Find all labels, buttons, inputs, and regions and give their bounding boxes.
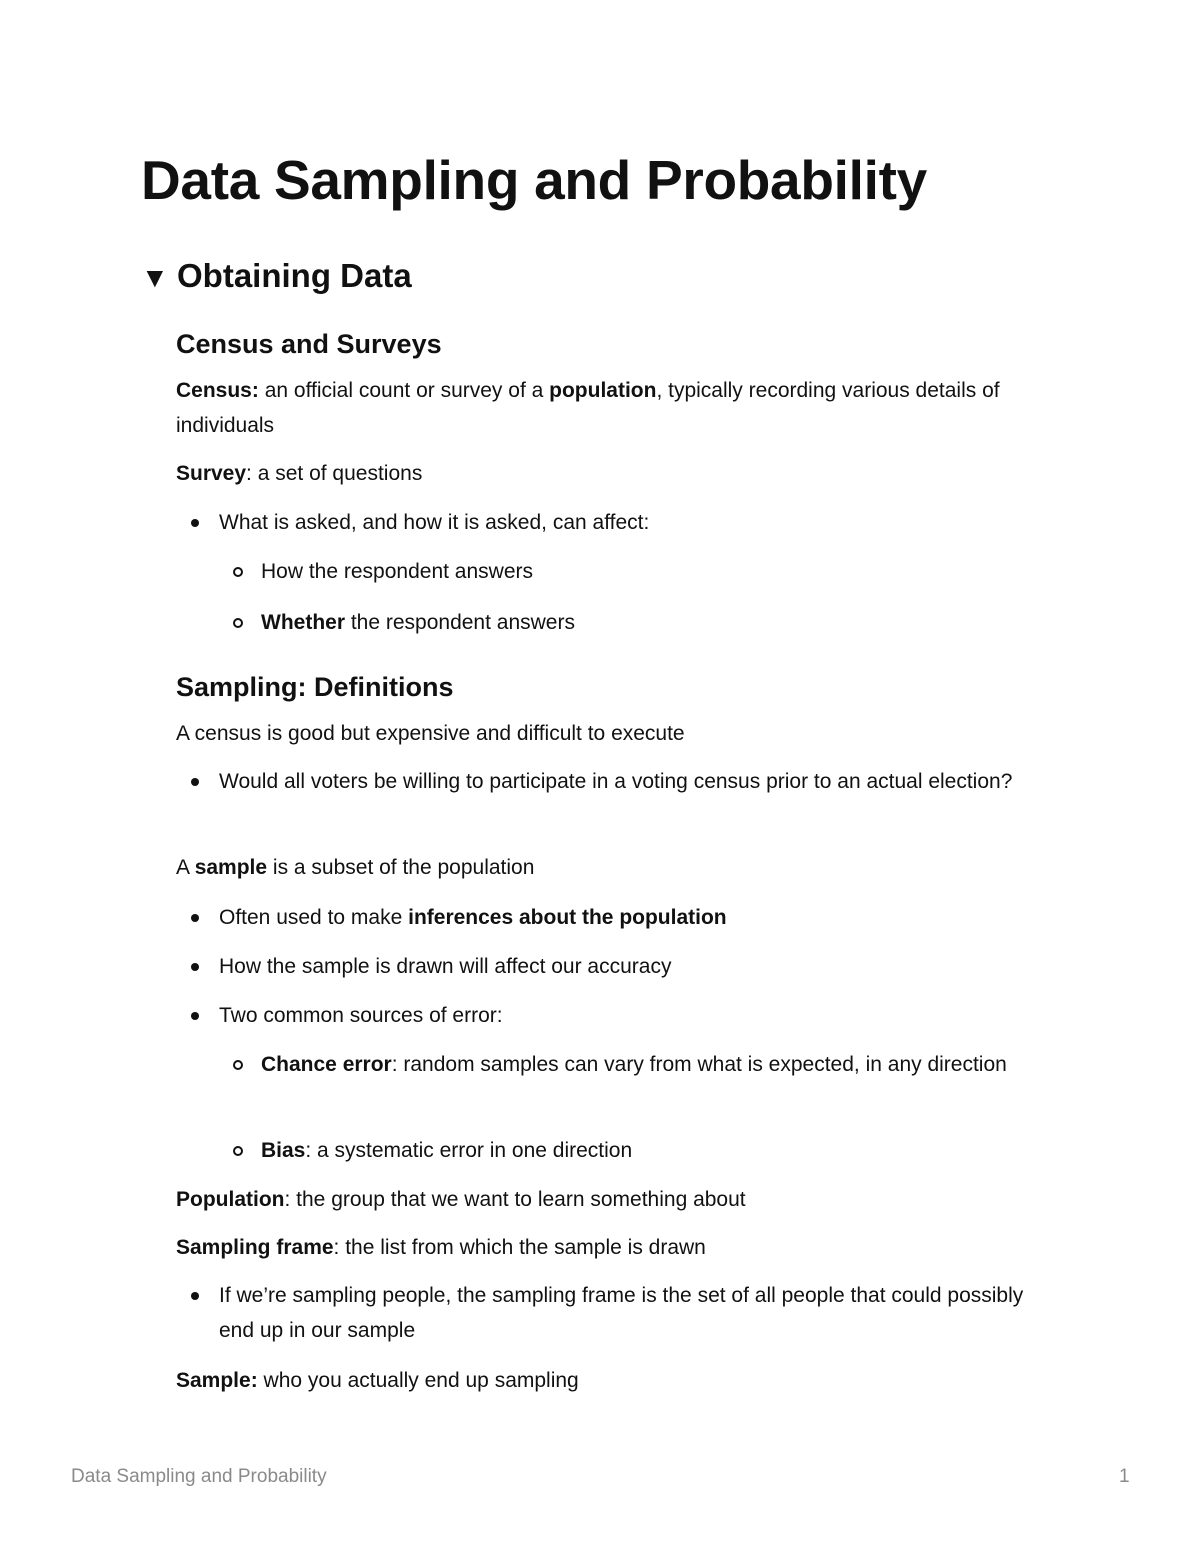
bullet-icon <box>191 963 199 971</box>
list-item <box>261 1133 1041 1168</box>
list-item <box>219 505 1039 540</box>
paragraph-text: A <box>176 856 195 879</box>
list-item <box>219 900 1039 935</box>
heading-sampling-definitions: Sampling: Definitions <box>176 672 454 702</box>
list-item-bold: Chance error <box>261 1053 392 1076</box>
bullet-icon <box>191 1292 199 1300</box>
hollow-bullet-icon <box>233 1146 243 1156</box>
list-item-text: How the sample is drawn will affect our accuracy <box>219 955 672 978</box>
bullet-icon <box>191 519 199 527</box>
survey-term: Survey <box>176 462 247 485</box>
population-definition <box>176 1182 1036 1217</box>
bullet-icon <box>191 914 199 922</box>
list-item-text: If we’re sampling people, the sampling frame is the set of all people that could possibly end up in our sample <box>219 1284 1024 1342</box>
list-item <box>219 949 1039 984</box>
sample-term: Sample: <box>176 1369 258 1392</box>
population-term: Population <box>176 1188 285 1211</box>
census-text-cont: , typically recording various details of individuals <box>176 379 1000 437</box>
paragraph-text: who you actually end up sampling <box>257 1369 579 1392</box>
sample-actual-definition <box>176 1363 1036 1398</box>
paragraph-text: : the group that we want to learn something about <box>284 1188 746 1211</box>
list-item-text: Often used to make <box>219 906 409 929</box>
list-item-bold: inferences about the population <box>408 906 727 929</box>
sample-term: sample <box>194 856 268 879</box>
census-definition <box>176 373 1036 443</box>
list-item-bold: Whether <box>261 611 345 634</box>
list-item <box>261 1047 1041 1082</box>
hollow-bullet-icon <box>233 618 243 628</box>
list-item-text: : random samples can vary from what is expected, in any direction <box>391 1053 1007 1076</box>
list-item-text: : a systematic error in one direction <box>305 1139 633 1162</box>
list-item-text: Would all voters be willing to participate in a voting census prior to an actual election? <box>219 770 1013 793</box>
paragraph-text: is a subset of the population <box>267 856 535 879</box>
list-item-text: How the respondent answers <box>261 560 533 583</box>
list-item-text: the respondent answers <box>345 611 575 634</box>
toggle-heading-obtaining-data[interactable] <box>141 256 412 298</box>
sampling-frame-term: Sampling frame <box>176 1236 334 1259</box>
population-term: population <box>549 379 657 402</box>
list-item <box>261 554 1041 589</box>
list-item-text: What is asked, and how it is asked, can affect: <box>219 511 650 534</box>
list-item-bold: Bias <box>261 1139 306 1162</box>
sampling-frame-definition <box>176 1230 1036 1265</box>
page-number: 1 <box>1119 1466 1130 1487</box>
heading-census-and-surveys: Census and Surveys <box>176 329 442 359</box>
footer-title: Data Sampling and Probability <box>71 1466 327 1487</box>
list-item <box>219 764 1039 799</box>
hollow-bullet-icon <box>233 567 243 577</box>
list-item <box>219 1278 1039 1348</box>
sample-definition <box>176 850 1036 885</box>
toggle-triangle-icon[interactable]: ▼ <box>141 262 169 293</box>
bullet-icon <box>191 1012 199 1020</box>
census-term: Census: <box>176 379 259 402</box>
hollow-bullet-icon <box>233 1060 243 1070</box>
list-item-text: Two common sources of error: <box>219 1004 503 1027</box>
toggle-heading-label: Obtaining Data <box>177 257 412 294</box>
list-item <box>219 998 1039 1033</box>
list-item <box>261 605 1041 640</box>
paragraph: A census is good but expensive and difficult to execute <box>176 722 685 745</box>
survey-text: : a set of questions <box>246 462 423 485</box>
paragraph-text: : the list from which the sample is drawn <box>333 1236 706 1259</box>
bullet-icon <box>191 778 199 786</box>
page-title: Data Sampling and Probability <box>141 149 927 211</box>
survey-definition <box>176 456 1036 491</box>
census-text: an official count or survey of a <box>258 379 550 402</box>
